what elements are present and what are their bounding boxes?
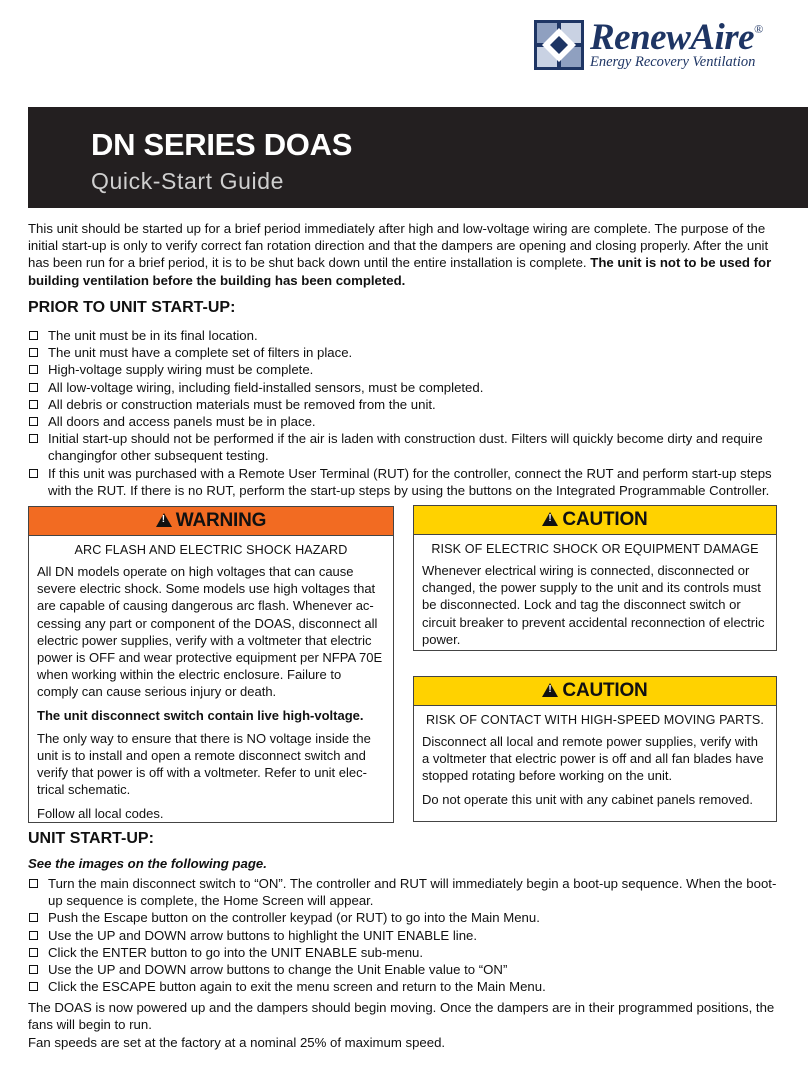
caution-body: Whenever electrical wiring is connected, disconnected or changed, the power supply to the unit and its controls must be disconnected. Lock and tag the disconnect switch or circuit breaker to prevent accidental reconnection of electric power. [422,563,765,647]
list-item: The unit must be in its final location. [28,327,780,344]
checkbox-icon [29,348,38,357]
checkbox-icon [29,434,38,443]
checkbox-icon [29,400,38,409]
document-subtitle: Quick-Start Guide [91,168,284,194]
list-item: High-voltage supply wiring must be complete. [28,361,780,378]
startup-checklist [28,875,780,995]
startup-note: See the images on the following page. [28,856,267,871]
checkbox-icon [29,331,38,340]
intro-paragraph: This unit should be started up for a brief period immediately after high and low-voltage wiring are complete. The purpose of the initial start-up is only to verify correct fan rotation direction and that the dampers are opening and closing properly. After the unit has been run for a brief period, it is to be shut back down until the entire installation is complete. The unit is not to be used for building ventilation before the building has been completed. [28,221,772,288]
list-item: The unit must have a complete set of filters in place. [28,344,780,361]
checkbox-icon [29,913,38,922]
caution-box-electric [413,505,777,651]
list-item: Push the Escape button on the controller keypad (or RUT) to go into the Main Menu. [28,909,780,926]
warning-header: ! WARNING [29,507,393,536]
checkbox-icon [29,383,38,392]
warning-subtitle: ARC FLASH AND ELECTRIC SHOCK HAZARD [74,543,348,557]
list-item: Initial start-up should not be performed if the air is laden with construction dust. Filters will quickly become dirty and require changingfor other subsequent testing. [28,430,780,464]
intro-bold-note: The unit is not to be used for building ventilation before the building has been completed. [28,255,772,288]
warning-icon [156,513,172,527]
list-item: Use the UP and DOWN arrow buttons to highlight the UNIT ENABLE line. [28,927,780,944]
brand-tagline: Energy Recovery Ventilation [590,54,756,70]
list-item: All low-voltage wiring, including field-installed sensors, must be completed. [28,379,780,396]
caution-box-moving-parts [413,676,777,822]
caution-icon [542,683,558,697]
checkbox-icon [29,931,38,940]
checkbox-icon [29,948,38,957]
list-item: All debris or construction materials must be removed from the unit. [28,396,780,413]
document-title: DN SERIES DOAS [91,127,353,162]
checkbox-icon [29,879,38,888]
startup-result: The DOAS is now powered up and the dampers should begin moving. Once the dampers are in their programmed positions, the fans will begin to run. [28,1000,775,1033]
caution-icon [542,512,558,526]
prior-heading: PRIOR TO UNIT START-UP: [28,299,236,316]
checkbox-icon [29,417,38,426]
caution-body: Disconnect all local and remote power supplies, verify with a voltmeter that electric power is off and all fan blades have stopped rotating before working on the unit. Do not operate this unit with any cabinet panels removed. [422,734,764,807]
startup-heading: UNIT START-UP: [28,830,154,847]
list-item: Use the UP and DOWN arrow buttons to change the Unit Enable value to “ON” [28,961,780,978]
list-item: All doors and access panels must be in place. [28,413,780,430]
fan-speed-note: Fan speeds are set at the factory at a nominal 25% of maximum speed. [28,1035,446,1050]
warning-box [28,506,394,823]
list-item: Click the ESCAPE button again to exit the menu screen and return to the Main Menu. [28,978,780,995]
brand-logo [534,18,784,72]
caution-subtitle: RISK OF ELECTRIC SHOCK OR EQUIPMENT DAMAGE [431,542,759,556]
checkbox-icon [29,982,38,991]
list-item: Click the ENTER button to go into the UNIT ENABLE sub-menu. [28,944,780,961]
prior-checklist [28,327,780,499]
checkbox-icon [29,469,38,478]
brand-name: RenewAire® [590,17,763,58]
checkbox-icon [29,365,38,374]
checkbox-icon [29,965,38,974]
caution-subtitle: RISK OF CONTACT WITH HIGH-SPEED MOVING PARTS. [425,713,765,727]
caution-header: ! CAUTION [414,506,776,535]
list-item: If this unit was purchased with a Remote User Terminal (RUT) for the controller, connect the RUT and perform start-up steps with the RUT. If there is no RUT, perform the start-up steps by using the buttons on the Integrated Programmable Controller. [28,465,780,499]
warning-body: All DN models operate on high voltages that can cause severe electric shock. Some models use high voltages that are capable of causing dangerous arc flash. Whenever ac-cessing any part or component of the DOAS, disconnect all electric power supplies, verify with a voltmeter that electric power is OFF and wear protective equipment per NFPA 70E when working within the electric enclosure. Failure to comply can cause serious injury or death. The unit disconnect switch contain live high-voltage. The only way to ensure that there is NO voltage inside the unit is to install and open a remote disconnect switch and verify that power is off with a voltmeter. Refer to unit elec-trical schematic. Follow all local codes. [37,564,383,821]
title-banner [28,107,808,208]
renewaire-logo-icon [534,20,584,70]
caution-header: ! CAUTION [414,677,776,706]
list-item: Turn the main disconnect switch to “ON”. The controller and RUT will immediately begin a boot-up sequence. When the boot-up sequence is complete, the Home Screen will appear. [28,875,780,909]
